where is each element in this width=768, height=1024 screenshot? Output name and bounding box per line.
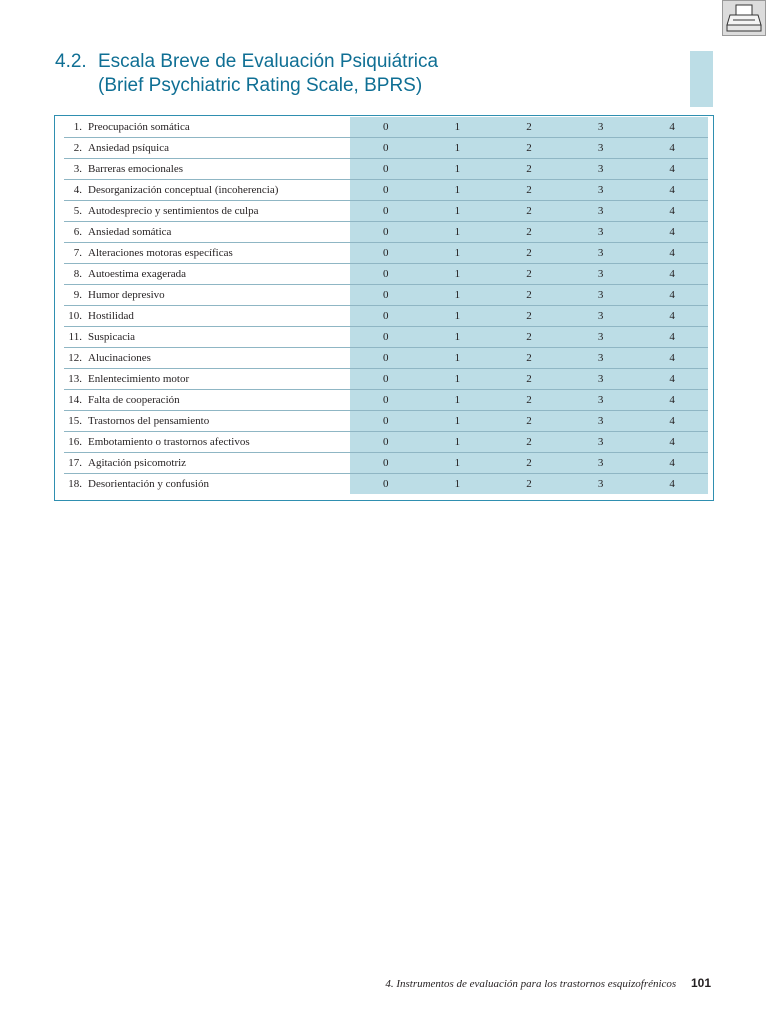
scale-row bbox=[64, 306, 708, 327]
item-number: 12. bbox=[64, 348, 82, 369]
scale-row bbox=[64, 138, 708, 159]
score-option[interactable]: 4 bbox=[636, 138, 708, 159]
score-option[interactable]: 1 bbox=[422, 306, 494, 327]
score-option[interactable]: 1 bbox=[422, 117, 494, 138]
item-number: 6. bbox=[64, 222, 82, 243]
item-label: Desorganización conceptual (incoherencia) bbox=[82, 180, 350, 201]
scale-row bbox=[64, 159, 708, 180]
score-option[interactable]: 4 bbox=[636, 222, 708, 243]
score-option[interactable]: 4 bbox=[636, 243, 708, 264]
scale-row bbox=[64, 243, 708, 264]
printer-icon bbox=[723, 1, 765, 35]
score-option[interactable]: 2 bbox=[493, 432, 565, 453]
item-label: Ansiedad psíquica bbox=[82, 138, 350, 159]
score-option[interactable]: 2 bbox=[493, 390, 565, 411]
score-option[interactable]: 0 bbox=[350, 159, 422, 180]
score-option[interactable]: 4 bbox=[636, 348, 708, 369]
score-option[interactable]: 1 bbox=[422, 411, 494, 432]
score-option[interactable]: 3 bbox=[565, 369, 637, 390]
score-option[interactable]: 2 bbox=[493, 117, 565, 138]
scale-row bbox=[64, 222, 708, 243]
scale-row bbox=[64, 285, 708, 306]
score-option[interactable]: 1 bbox=[422, 264, 494, 285]
score-option[interactable]: 4 bbox=[636, 285, 708, 306]
item-label: Humor depresivo bbox=[82, 285, 350, 306]
item-number: 4. bbox=[64, 180, 82, 201]
item-label: Agitación psicomotriz bbox=[82, 453, 350, 474]
score-option[interactable]: 3 bbox=[565, 327, 637, 348]
item-number: 7. bbox=[64, 243, 82, 264]
score-option[interactable]: 3 bbox=[565, 411, 637, 432]
bprs-scale-box bbox=[54, 115, 714, 501]
score-option[interactable]: 0 bbox=[350, 264, 422, 285]
score-option[interactable]: 0 bbox=[350, 138, 422, 159]
score-option[interactable]: 0 bbox=[350, 222, 422, 243]
item-label: Alucinaciones bbox=[82, 348, 350, 369]
scale-row bbox=[64, 432, 708, 453]
item-number: 1. bbox=[64, 117, 82, 138]
score-option[interactable]: 0 bbox=[350, 411, 422, 432]
score-option[interactable]: 3 bbox=[565, 201, 637, 222]
score-option[interactable]: 1 bbox=[422, 348, 494, 369]
scale-row bbox=[64, 453, 708, 474]
item-label: Barreras emocionales bbox=[82, 159, 350, 180]
score-option[interactable]: 4 bbox=[636, 201, 708, 222]
score-option[interactable]: 3 bbox=[565, 285, 637, 306]
score-option[interactable]: 0 bbox=[350, 180, 422, 201]
score-option[interactable]: 0 bbox=[350, 327, 422, 348]
score-option[interactable]: 3 bbox=[565, 453, 637, 474]
score-option[interactable]: 1 bbox=[422, 390, 494, 411]
item-number: 18. bbox=[68, 478, 82, 490]
score-option[interactable]: 2 bbox=[493, 453, 565, 474]
score-option[interactable]: 2 bbox=[493, 138, 565, 159]
score-option[interactable]: 3 bbox=[565, 180, 637, 201]
score-option[interactable]: 4 bbox=[636, 180, 708, 201]
score-option[interactable]: 0 bbox=[350, 453, 422, 474]
score-option[interactable]: 0 bbox=[350, 306, 422, 327]
item-number: 15. bbox=[64, 411, 82, 432]
score-option[interactable]: 2 bbox=[493, 264, 565, 285]
score-option[interactable]: 0 bbox=[350, 117, 422, 138]
score-option[interactable]: 4 bbox=[636, 369, 708, 390]
score-option[interactable]: 0 bbox=[350, 348, 422, 369]
score-option[interactable]: 3 bbox=[565, 222, 637, 243]
score-option[interactable]: 2 bbox=[493, 411, 565, 432]
item-label: Autodesprecio y sentimientos de culpa bbox=[82, 201, 350, 222]
score-option[interactable]: 4 bbox=[636, 306, 708, 327]
score-option[interactable]: 0 bbox=[350, 390, 422, 411]
item-number: 2. bbox=[64, 138, 82, 159]
score-option[interactable]: 4 bbox=[636, 117, 708, 138]
score-option[interactable]: 4 bbox=[636, 159, 708, 180]
score-option[interactable]: 1 bbox=[422, 138, 494, 159]
score-option[interactable]: 2 bbox=[493, 159, 565, 180]
score-option[interactable]: 0 bbox=[350, 243, 422, 264]
score-option[interactable]: 3 bbox=[565, 432, 637, 453]
score-option[interactable]: 2 bbox=[493, 306, 565, 327]
bprs-scale-table bbox=[64, 117, 708, 494]
section-number: 4.2. bbox=[55, 51, 87, 72]
score-option[interactable]: 0 bbox=[350, 369, 422, 390]
score-option[interactable]: 3 bbox=[565, 243, 637, 264]
item-number: 17. bbox=[64, 453, 82, 474]
score-option[interactable]: 3 bbox=[565, 474, 637, 495]
score-option[interactable]: 4 bbox=[636, 411, 708, 432]
score-option[interactable]: 3 bbox=[565, 390, 637, 411]
item-number: 9. bbox=[64, 285, 82, 306]
item-label: Falta de cooperación bbox=[82, 390, 350, 411]
score-option[interactable]: 4 bbox=[636, 474, 708, 495]
item-number: 10. bbox=[64, 306, 82, 327]
page-footer bbox=[385, 976, 711, 990]
scale-row bbox=[64, 264, 708, 285]
item-label: Hostilidad bbox=[82, 306, 350, 327]
score-option[interactable]: 3 bbox=[565, 159, 637, 180]
score-option[interactable]: 1 bbox=[422, 432, 494, 453]
score-option[interactable]: 2 bbox=[493, 222, 565, 243]
item-label: Alteraciones motoras específicas bbox=[82, 243, 350, 264]
item-label: Preocupación somática bbox=[82, 117, 350, 138]
footer-caption: 4. Instrumentos de evaluación para los trastornos esquizofrénicos bbox=[385, 978, 677, 990]
score-option[interactable]: 3 bbox=[565, 138, 637, 159]
score-option[interactable]: 3 bbox=[565, 348, 637, 369]
item-label: Suspicacia bbox=[82, 327, 350, 348]
section-tab-marker bbox=[690, 51, 713, 107]
scale-row bbox=[64, 201, 708, 222]
score-option[interactable]: 2 bbox=[493, 243, 565, 264]
scale-row bbox=[64, 117, 708, 138]
item-number: 16. bbox=[64, 432, 82, 453]
item-number: 11. bbox=[64, 327, 82, 348]
section-title-english: (Brief Psychiatric Rating Scale, BPRS) bbox=[98, 75, 423, 96]
score-option[interactable]: 0 bbox=[350, 285, 422, 306]
scale-row bbox=[64, 411, 708, 432]
item-number: 8. bbox=[64, 264, 82, 285]
score-option[interactable]: 1 bbox=[422, 180, 494, 201]
score-option[interactable]: 2 bbox=[493, 369, 565, 390]
score-option[interactable]: 3 bbox=[565, 264, 637, 285]
score-option[interactable]: 2 bbox=[493, 474, 565, 495]
score-option[interactable]: 4 bbox=[636, 264, 708, 285]
score-option[interactable]: 3 bbox=[565, 306, 637, 327]
page-number: 101 bbox=[690, 976, 711, 990]
score-option[interactable]: 1 bbox=[422, 369, 494, 390]
score-option[interactable]: 1 bbox=[422, 222, 494, 243]
scale-row bbox=[64, 327, 708, 348]
score-option[interactable]: 2 bbox=[493, 285, 565, 306]
scale-row bbox=[64, 390, 708, 411]
item-number: 3. bbox=[64, 159, 82, 180]
score-option[interactable]: 1 bbox=[422, 285, 494, 306]
score-option[interactable]: 2 bbox=[493, 348, 565, 369]
item-number: 14. bbox=[64, 390, 82, 411]
scale-row bbox=[64, 474, 708, 495]
scale-row bbox=[64, 180, 708, 201]
score-option[interactable]: 4 bbox=[636, 390, 708, 411]
item-label: Desorientación y confusión bbox=[88, 478, 209, 490]
print-button[interactable] bbox=[722, 0, 766, 36]
item-number: 13. bbox=[64, 369, 82, 390]
score-option[interactable]: 2 bbox=[493, 201, 565, 222]
score-option[interactable]: 0 bbox=[350, 201, 422, 222]
scale-row bbox=[64, 369, 708, 390]
item-label: Ansiedad somática bbox=[82, 222, 350, 243]
section-title-spanish: Escala Breve de Evaluación Psiquiátrica bbox=[98, 51, 439, 72]
score-option[interactable]: 1 bbox=[422, 327, 494, 348]
score-option[interactable]: 1 bbox=[422, 159, 494, 180]
score-option[interactable]: 2 bbox=[493, 327, 565, 348]
score-option[interactable]: 1 bbox=[422, 474, 494, 495]
score-option[interactable]: 1 bbox=[422, 453, 494, 474]
score-option[interactable]: 0 bbox=[350, 474, 422, 495]
score-option[interactable]: 0 bbox=[350, 432, 422, 453]
score-option[interactable]: 1 bbox=[422, 201, 494, 222]
score-option[interactable]: 3 bbox=[565, 117, 637, 138]
score-option[interactable]: 4 bbox=[636, 453, 708, 474]
item-label: Embotamiento o trastornos afectivos bbox=[82, 432, 350, 453]
item-label: Trastornos del pensamiento bbox=[82, 411, 350, 432]
scale-row bbox=[64, 348, 708, 369]
score-option[interactable]: 1 bbox=[422, 243, 494, 264]
score-option[interactable]: 4 bbox=[636, 432, 708, 453]
item-label: Enlentecimiento motor bbox=[82, 369, 350, 390]
item-label: Autoestima exagerada bbox=[82, 264, 350, 285]
score-option[interactable]: 2 bbox=[493, 180, 565, 201]
item-number: 5. bbox=[64, 201, 82, 222]
score-option[interactable]: 4 bbox=[636, 327, 708, 348]
